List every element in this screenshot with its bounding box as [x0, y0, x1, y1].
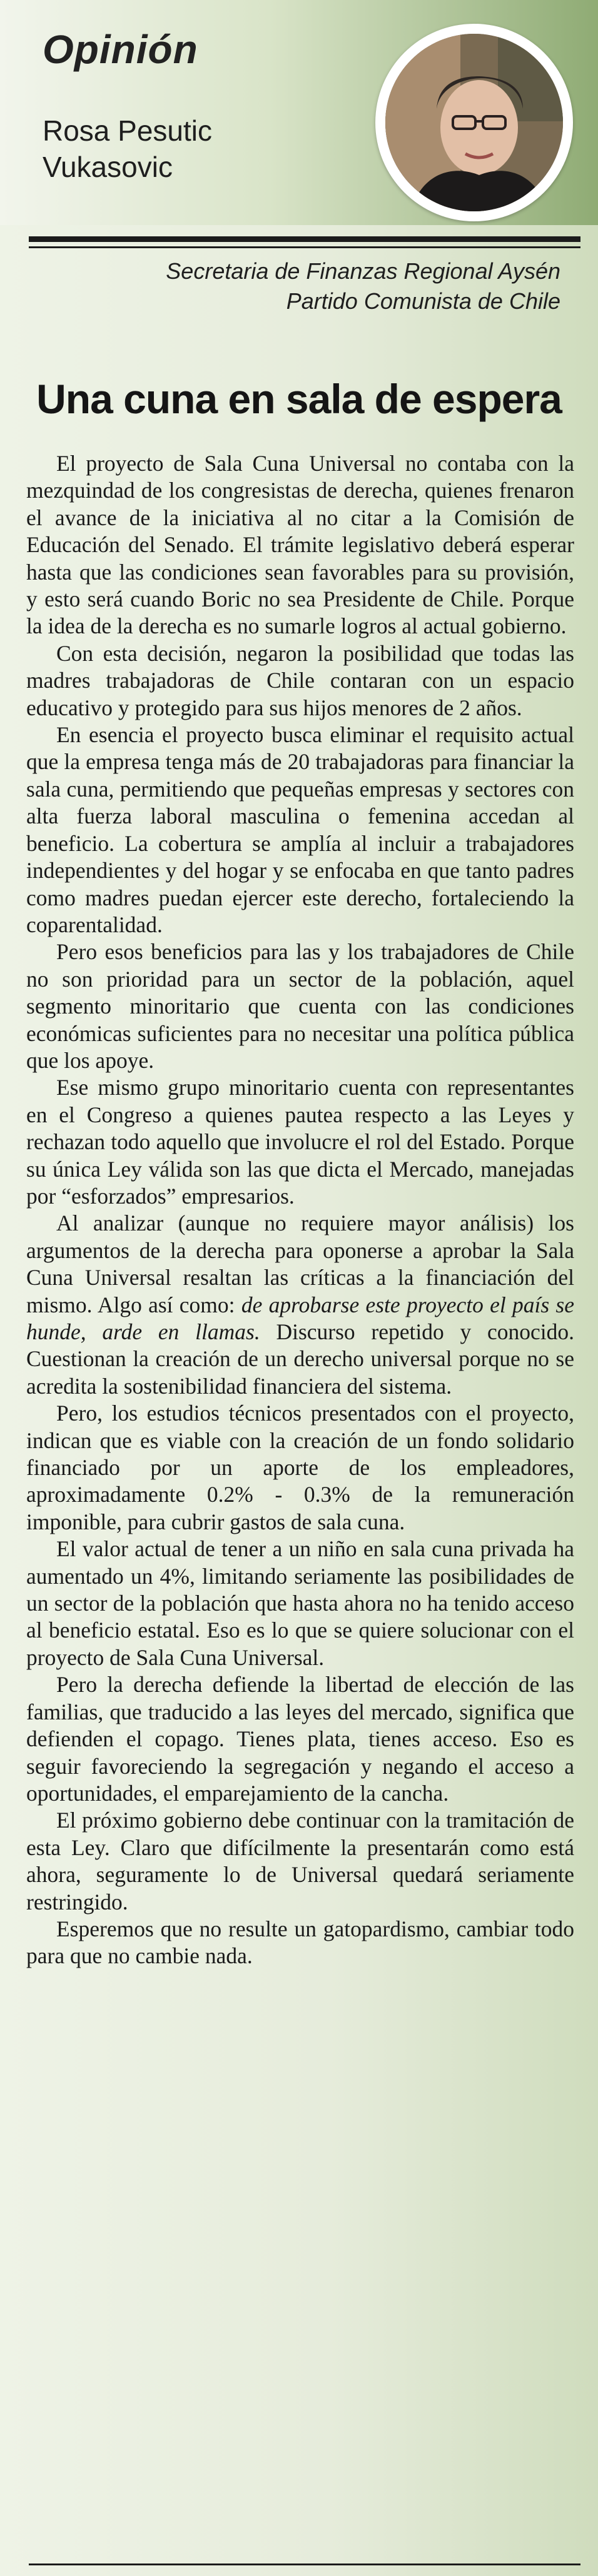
author-affiliation [23, 256, 560, 316]
author-name [43, 113, 212, 185]
paragraph-11: Esperemos que no resulte un gatopardismo, cambiar todo para que no cambie nada. [26, 1916, 574, 1969]
header-rule-thick [29, 236, 580, 242]
section-label: Opinión [43, 27, 198, 72]
paragraph-6 [26, 1210, 574, 1400]
article-title: Una cuna en sala de espera [36, 376, 562, 422]
author-name-line-1: Rosa Pesutic [43, 114, 213, 147]
header-rule-thin [29, 246, 580, 248]
header-band [0, 0, 598, 225]
paragraph-8: El valor actual de tener a un niño en sala cuna privada ha aumentado un 4%, limitando seriamente las posibilidades de un sector de la población que hasta ahora no ha tenido acceso al beneficio estatal. Eso es lo que se quiere solucionar con el proyecto de Sala Cuna Universal. [26, 1536, 574, 1670]
paragraph-2: Con esta decisión, negaron la posibilidad que todas las madres trabajadoras de Chile contaran con un espacio educativo y protegido para sus hijos menores de 2 años. [26, 640, 574, 720]
paragraph-10: El próximo gobierno debe continuar con la tramitación de esta Ley. Claro que difícilmente la presentarán como está ahora, seguramente lo de Universal quedará seriamente restringido. [26, 1808, 574, 1914]
article-body [26, 450, 574, 1970]
author-portrait [385, 34, 563, 211]
paragraph-3: En esencia el proyecto busca eliminar el requisito actual que la empresa tenga más de 20 trabajadoras para financiar la sala cuna, permitiendo que pequeñas empresas y sectores con alta fuerza laboral masculina o femenina accedan al beneficio. La cobertura se amplía al incluir a trabajadores independientes y del hogar y se enfocaba en que tanto padres como madres puedan ejercer este derecho, fortaleciendo la coparentalidad. [26, 722, 574, 937]
paragraph-5: Ese mismo grupo minoritario cuenta con representantes en el Congreso a quienes pautea respecto a las Leyes y rechazan todo aquello que involucre el rol del Estado. Porque su única Ley válida son las que dicta el Mercado, manejadas por “esforzados” empresarios. [26, 1075, 574, 1209]
paragraph-9: Pero la derecha defiende la libertad de elección de las familias, que traducido a las leyes del mercado, significa que defienden el copago. Tienes plata, tienes acceso. Eso es seguir favoreciendo la segregación y negando el acceso a oportunidades, el emparejamiento de la cancha. [26, 1672, 574, 1806]
affiliation-line-1: Secretaria de Finanzas Regional Aysén [166, 258, 560, 284]
paragraph-6-quote: de aprobarse este proyecto el país se hunde, arde en llamas. [26, 1292, 574, 1344]
author-portrait-illustration [385, 34, 563, 211]
paragraph-1: El proyecto de Sala Cuna Universal no contaba con la mezquindad de los congresistas de derecha, quienes frenaron el avance de la iniciativa al no citar a la Comisión de Educación del Senado. El trámite legislativo deberá esperar hasta que las condiciones sean favorables para su provisión, y esto será cuando Boric no sea Presidente de Chile. Porque la idea de la derecha es no sumarle logros al actual gobierno. [26, 451, 574, 639]
paragraph-4: Pero esos beneficios para las y los trabajadores de Chile no son prioridad para un sector de la población, aquel segmento minoritario que cuenta con las condiciones económicas suficientes para no necesitar una política pública que los apoye. [26, 939, 574, 1073]
paragraph-6-text-end: Discurso repetido y conocido. Cuestionan la creación de un derecho universal porque no se acredita la sostenibilidad financiera del sistema. [26, 1319, 574, 1399]
author-portrait-frame [375, 24, 573, 221]
paragraph-6-text: Al analizar (aunque no requiere mayor análisis) los argumentos de la derecha para oponerse a aprobar la Sala Cuna Universal resaltan las críticas a la financiación del mismo. Algo así como: [26, 1210, 574, 1317]
paragraph-7: Pero, los estudios técnicos presentados con el proyecto, indican que es viable con la creación de un fondo solidario financiado por un aporte de los empleadores, aproximadamente 0.2% - 0.3% de la remuneración imponible, para cubrir gastos de sala cuna. [26, 1401, 574, 1534]
affiliation-line-2: Partido Comunista de Chile [286, 288, 560, 314]
footer-rule [29, 2563, 580, 2565]
author-name-line-2: Vukasovic [43, 151, 173, 183]
